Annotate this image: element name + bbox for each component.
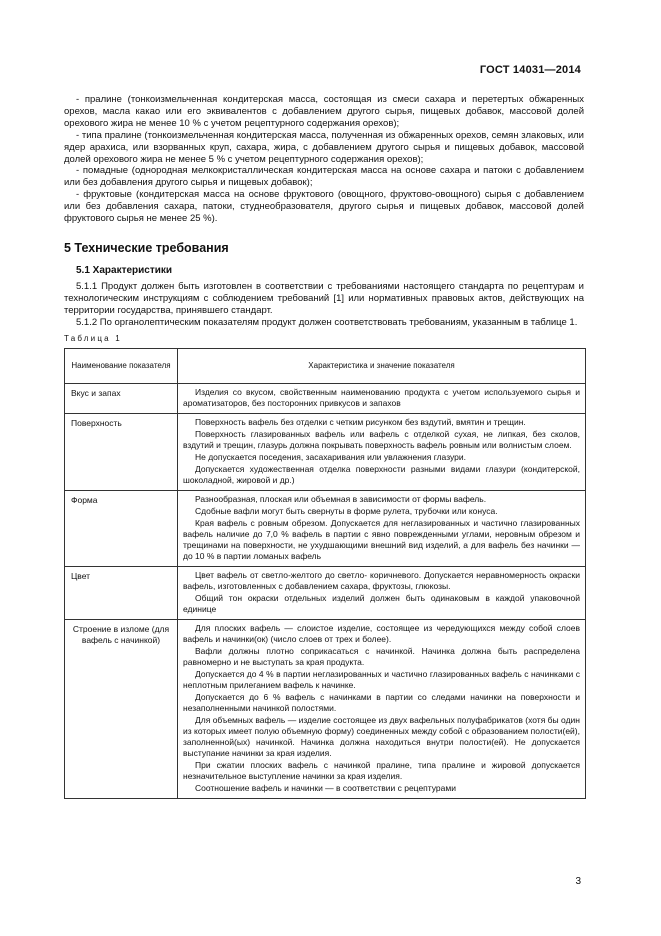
row-description <box>178 620 586 799</box>
row-paragraph: Изделия со вкусом, свойственным наименованию продукта с учетом используемого сырья и ароматизаторов, без посторонних привкусов и запахов <box>183 387 580 409</box>
page-content <box>64 94 584 799</box>
list-item-praline-type: - типа пралине (тонкоизмельченная кондитерская масса, полученная из обжаренных орехов, семян злаковых, или ядер арахиса, или взорванных круп, сахара, жира, с добавлением другого сырья и пищевых добавок, массовой долей орехового жира не менее 5 % с учетом рецептурного содержания орехов); <box>64 129 584 165</box>
list-item-fondant: - помадные (однородная мелкокристаллическая кондитерская масса на основе сахара и патоки с добавлением или без добавления другого сырья и пищевых добавок); <box>64 165 584 189</box>
document-code: ГОСТ 14031—2014 <box>479 64 581 76</box>
row-paragraph: Вафли должны плотно соприкасаться с начинкой. Начинка должна быть распределена равномерно и не выступать за края продукта. <box>183 646 580 668</box>
row-description <box>178 491 586 567</box>
row-paragraph: Допускается художественная отделка поверхности разными видами глазури (кондитерской, шоколадной, жировой и др.) <box>183 464 580 486</box>
list-item-praline: - пралине (тонкоизмельченная кондитерская масса, состоящая из смеси сахара и перетертых обжаренных орехов, масла какао или его эквивалентов с добавлением другого сырья, пищевых добавок, массовой долей орехового жира не менее 10 % с учетом рецептурного содержания орехов); <box>64 94 584 129</box>
row-paragraph: Цвет вафель от светло-желтого до светло- коричневого. Допускается неравномерность окраски вафель, изготовленных с добавлением сахара, фруктозы, глюкозы. <box>183 570 580 592</box>
row-paragraph: Края вафель с ровным обрезом. Допускается для неглазированных и частично глазированных вафель наличие до 7,0 % вафель в партии с явно поврежденными углами, неровным обрезом и трещинами на поверхности, не ухудшающими внешний вид изделий, а для вафель без начинки — до 10 % в партии ломаных вафель <box>183 518 580 562</box>
section-title: 5 Технические требования <box>64 240 229 255</box>
row-name: Поверхность <box>65 414 178 491</box>
table-row <box>65 491 586 567</box>
row-paragraph: Соотношение вафель и начинки — в соответствии с рецептурами <box>195 783 456 794</box>
row-description <box>178 384 586 414</box>
header-indicator-name: Наименование показателя <box>65 349 178 384</box>
subsection-title: 5.1 Характеристики <box>76 264 173 276</box>
row-name: Строение в изломе (для вафель с начинкой) <box>65 620 178 799</box>
row-paragraph: Допускается до 6 % вафель с начинками в партии со следами начинки на поверхности и незаполненными начинкой полостями. <box>183 692 580 714</box>
table-header-row <box>65 349 586 384</box>
row-paragraph: Разнообразная, плоская или объемная в зависимости от формы вафель. <box>195 494 487 505</box>
paragraph-5-1-2: 5.1.2 По органолептическим показателям продукт должен соответствовать требованиям, указанным в таблице 1. <box>76 316 578 328</box>
table-row <box>65 620 586 799</box>
row-paragraph: Для объемных вафель — изделие состоящее из двух вафельных полуфабрикатов (хотя бы один из которых имеет полую объемную форму) соединенных между собой с образованием полости(ей), заполненной(ых) начинкой. Начинка должна находиться внутри полости(ей). Не допускается выступание начинки за края изделия. <box>183 715 580 759</box>
table-row <box>65 384 586 414</box>
row-paragraph: При сжатии плоских вафель с начинкой пралине, типа пралине и жировой допускается незначительное выступление начинки за края изделия. <box>183 760 580 782</box>
table-caption: Таблица 1 <box>64 334 122 344</box>
row-name: Вкус и запах <box>65 384 178 414</box>
table-row <box>65 414 586 491</box>
characteristics-table <box>64 348 586 799</box>
row-name: Форма <box>65 491 178 567</box>
list-item-fruit: - фруктовые (кондитерская масса на основе фруктового (овощного, фруктово-овощного) сырья с добавлением или без добавления сахара, патоки, студнеобразователя, другого сырья и пищевых добавок, массовой долей фруктового сырья не менее 25 %). <box>64 189 584 225</box>
row-paragraph: Для плоских вафель — слоистое изделие, состоящее из чередующихся между собой слоев вафель и начинки(ок) (число слоев от трех и более). <box>183 623 580 645</box>
paragraph-5-1-1: 5.1.1 Продукт должен быть изготовлен в соответствии с требованиями настоящего стандарта по рецептурам и технологическим инструкциям с соблюдением требований [1] или нормативных правовых актов, действующих на территории государства, принявшего стандарт. <box>64 280 584 316</box>
page-number: 3 <box>575 876 581 887</box>
row-paragraph: Не допускается поседения, засахаривания или увлажнения глазури. <box>195 452 466 463</box>
row-paragraph: Общий тон окраски отдельных изделий должен быть одинаковым в каждой упаковочной единице <box>183 593 580 615</box>
row-paragraph: Допускается до 4 % в партии неглазированных и частично глазированных вафель с начинками с неплотным прилеганием вафель к начинке. <box>183 669 580 691</box>
table-row <box>65 567 586 620</box>
header-indicator-value: Характеристика и значение показателя <box>178 349 586 384</box>
row-name: Цвет <box>65 567 178 620</box>
row-description <box>178 567 586 620</box>
row-paragraph: Сдобные вафли могут быть свернуты в форме рулета, трубочки или конуса. <box>195 506 498 517</box>
row-paragraph: Поверхность вафель без отделки с четким рисунком без вздутий, вмятин и трещин. <box>195 417 526 428</box>
row-description <box>178 414 586 491</box>
row-paragraph: Поверхность глазированных вафель или вафель с отделкой сухая, не липкая, без сколов, вздутий и трещин, глазурь должна покрывать поверхность вафель ровным или волнистым слоем. <box>183 429 580 451</box>
